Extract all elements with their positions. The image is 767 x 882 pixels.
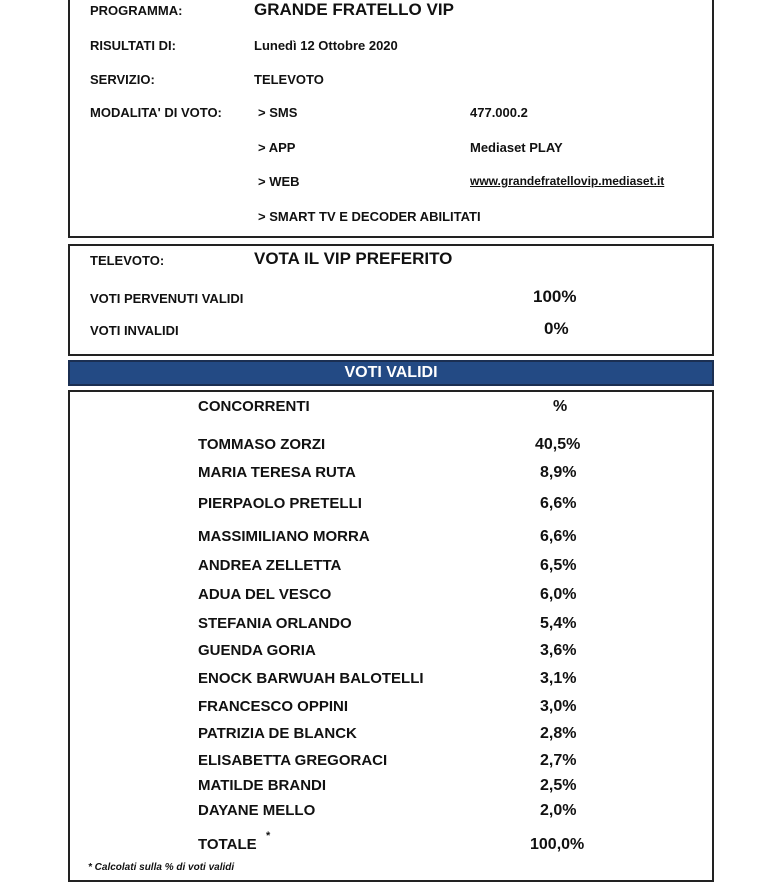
televoto-title: VOTA IL VIP PREFERITO [254,249,453,268]
table-row-name: ELISABETTA GREGORACI [198,752,388,769]
modalita-label: MODALITA' DI VOTO: [90,105,222,120]
table-row-pct: 2,5% [540,777,577,794]
table-row-pct: 6,6% [540,495,577,512]
invalid-votes-value: 0% [544,319,569,338]
table-row-name: PATRIZIA DE BLANCK [198,725,357,742]
table-row-name: MATILDE BRANDI [198,777,327,794]
mode-sms-value: 477.000.2 [470,105,528,120]
mode-app-label: > APP [258,140,296,155]
programma-value: GRANDE FRATELLO VIP [254,0,454,19]
table-row-pct: 3,1% [540,670,577,687]
results-box [68,390,714,882]
servizio-value: TELEVOTO [254,72,324,87]
risultati-label: RISULTATI DI: [90,38,176,53]
table-row-name: MARIA TERESA RUTA [198,464,356,481]
mode-web-label: > WEB [258,174,300,189]
servizio-label: SERVIZIO: [90,72,155,87]
table-row-pct: 3,6% [540,642,577,659]
table-row-pct: 6,5% [540,557,577,574]
total-value: 100,0% [530,836,585,853]
total-footnote-mark: * [266,830,271,842]
column-header-pct: % [553,398,568,415]
table-row-name: STEFANIA ORLANDO [198,615,352,632]
table-row-name: FRANCESCO OPPINI [198,698,349,715]
mode-web-link[interactable]: www.grandefratellovip.mediaset.it [470,174,665,188]
table-row-name: GUENDA GORIA [198,642,316,659]
table-row-name: TOMMASO ZORZI [198,436,326,453]
programma-label: PROGRAMMA: [90,3,183,18]
mode-smarttv-label: > SMART TV E DECODER ABILITATI [258,209,481,224]
table-row-name: ANDREA ZELLETTA [198,557,342,574]
table-row-pct: 5,4% [540,615,577,632]
risultati-value: Lunedì 12 Ottobre 2020 [254,38,398,53]
table-row-pct: 8,9% [540,464,577,481]
table-row-pct: 2,7% [540,752,577,769]
mode-app-value: Mediaset PLAY [470,140,563,155]
table-row-pct: 6,0% [540,586,577,603]
table-row-name: ENOCK BARWUAH BALOTELLI [198,670,424,687]
table-row-pct: 6,6% [540,528,577,545]
televoto-label: TELEVOTO: [90,253,165,268]
valid-votes-banner: VOTI VALIDI [68,360,714,386]
table-row-name: DAYANE MELLO [198,802,316,819]
total-label: TOTALE [198,836,257,853]
table-row-pct: 40,5% [535,436,581,453]
table-row-name: MASSIMILIANO MORRA [198,528,370,545]
table-row-name: PIERPAOLO PRETELLI [198,495,362,512]
table-row-name: ADUA DEL VESCO [198,586,332,603]
invalid-votes-label: VOTI INVALIDI [90,323,179,338]
valid-votes-label: VOTI PERVENUTI VALIDI [90,291,244,306]
table-row-pct: 2,8% [540,725,577,742]
footnote: * Calcolati sulla % di voti validi [88,862,235,873]
table-row-pct: 2,0% [540,802,577,819]
table-row-pct: 3,0% [540,698,577,715]
mode-sms-label: > SMS [258,105,298,120]
column-header-name: CONCORRENTI [198,398,310,415]
valid-votes-value: 100% [533,287,577,306]
